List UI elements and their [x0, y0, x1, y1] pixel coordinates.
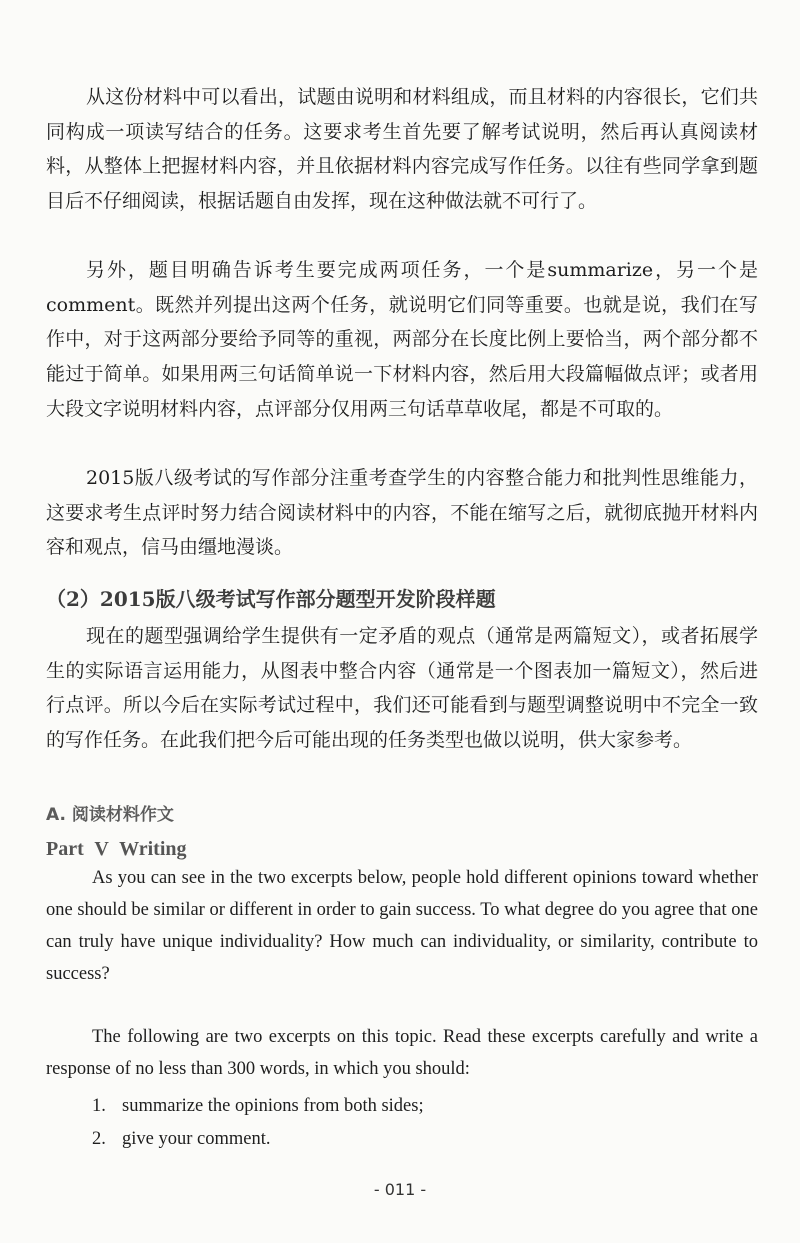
paragraph-material-analysis: 从这份材料中可以看出，试题由说明和材料组成，而且材料的内容很长，它们共同构成一项读写结合的任务。这要求考生首先要了解考试说明，然后再认真阅读材料，从整体上把握材料内容，并且依据材料内容完成写作任务。以往有些同学拿到题目后不仔细阅读，根据话题自由发挥，现在这种做法就不可行了。	[46, 86, 758, 213]
subsection-heading: A. 阅读材料作文	[46, 805, 174, 825]
page-number: - 011 -	[373, 1180, 427, 1199]
list-item-text: give your comment.	[122, 1129, 271, 1149]
paragraph-question-types: 现在的题型强调给学生提供有一定矛盾的观点（通常是两篇短文），或者拓展学生的实际语言运用能力，从图表中整合内容（通常是一个图表加一篇短文），然后进行点评。所以今后在实际考试过程中，我们还可能看到与题型调整说明中不完全一致的写作任务。在此我们把今后可能出现的任务类型也做以说明，供大家参考。	[46, 625, 758, 752]
paragraph-two-tasks: 另外，题目明确告诉考生要完成两项任务，一个是summarize，另一个是comment。既然并列提出这两个任务，就说明它们同等重要。也就是说，我们在写作中，对于这两部分要给予同等的重视，两部分在长度比例上要恰当，两个部分都不能过于简单。如果用两三句话简单说一下材料内容，然后用大段篇幅做点评；或者用大段文字说明材料内容，点评部分仅用两三句话草草收尾，都是不可取的。	[46, 259, 758, 420]
section-heading: （2）2015版八级考试写作部分题型开发阶段样题	[46, 587, 496, 611]
list-item-text: summarize the opinions from both sides;	[122, 1096, 424, 1116]
paragraph-2015-writing-focus: 2015版八级考试的写作部分注重考查学生的内容整合能力和批判性思维能力，这要求考生点评时努力结合阅读材料中的内容，不能在缩写之后，就彻底抛开材料内容和观点，信马由缰地漫谈。	[46, 467, 758, 559]
part-title: Part V Writing	[46, 838, 187, 860]
paragraph-instructions: The following are two excerpts on this topic. Read these excerpts carefully and write a response of no less than 300 words, in which you should:	[46, 1027, 758, 1079]
list-item	[92, 1123, 424, 1156]
paragraph-prompt: As you can see in the two excerpts below, people hold different opinions toward whether one should be similar or different in order to gain success. To what degree do you agree that one can truly have unique individuality? How much can individuality, or similarity, contribute to success?	[46, 868, 758, 984]
list-item	[92, 1090, 424, 1123]
list-item-number: 2.	[92, 1129, 106, 1149]
task-list	[92, 1090, 424, 1156]
list-item-number: 1.	[92, 1096, 106, 1116]
